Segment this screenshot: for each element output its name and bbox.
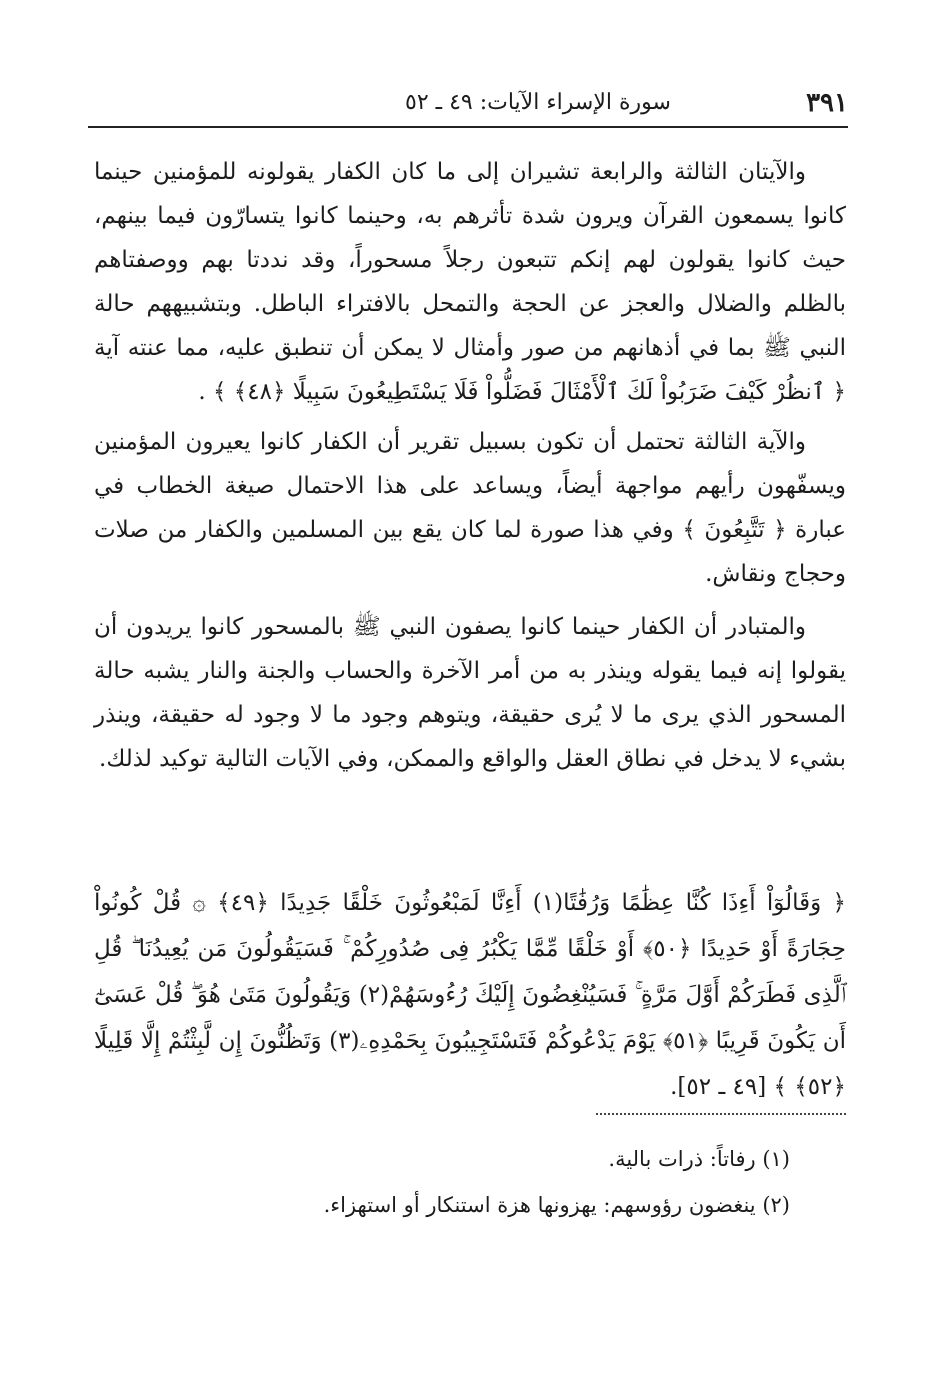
footnote-2: (٢) ينغضون رؤوسهم: يهزونها هزة استنكار أو استهزاء. — [323, 1193, 790, 1217]
body-paragraph: والمتبادر أن الكفار حينما كانوا يصفون النبي ﷺ بالمسحور كانوا يريدون أن يقولوا إنه فيما يقوله وينذر به من أمر الآخرة والحساب والجنة والنار يشبه حالة المسحور الذي يرى ما لا يُرى حقيقة، ويتوهم وجود ما لا وجود له حقيقة، وينذر بشيء لا يدخل في نطاق العقل والواقع والممكن، وفي الآيات التالية توكيد لذلك. — [94, 614, 846, 772]
running-title: سورة الإسراء الآيات: ٤٩ ـ ٥٢ — [405, 90, 671, 115]
page-number: ٣٩١ — [806, 88, 848, 118]
page-header — [88, 84, 848, 124]
body-paragraph-3-container — [94, 605, 846, 801]
body-paragraph-1-container — [94, 150, 846, 434]
body-paragraph: والآية الثالثة تحتمل أن تكون بسبيل تقرير أن الكفار كانوا يعيرون المؤمنين ويسفّهون رأيهم مواجهة أيضاً، ويساعد على هذا الاحتمال صيغة الخطاب في عبارة ﴿ تَتَّبِعُونَ ﴾ وفي هذا صورة لما كان يقع بين المسلمين والكفار من صلات وحجاج ونقاش. — [94, 429, 846, 587]
body-paragraph: والآيتان الثالثة والرابعة تشيران إلى ما كان الكفار يقولونه للمؤمنين حينما كانوا يسمعون القرآن ويرون شدة تأثرهم به، وحينما كانوا يتسارّون فيما بينهم، حيث كانوا يقولون لهم إنكم تتبعون رجلاً مسحوراً، وقد نددتا بهم ووصفتاهم بالظلم والضلال والعجز عن الحجة والتمحل بالافتراء الباطل. وبتشبيههم حالة النبي ﷺ بما في أذهانهم من صور وأمثال لا يمكن أن تنطبق عليه، مما عنته آية ﴿ ٱنظُرْ كَيْفَ ضَرَبُواْ لَكَ ٱلْأَمْثَالَ فَضَلُّواْ فَلَا يَسْتَطِيعُونَ سَبِيلًا ﴿٤٨﴾ ﴾ . — [94, 159, 846, 405]
body-paragraph-2-container — [94, 420, 846, 616]
footnote-separator — [596, 1113, 846, 1115]
header-rule — [88, 126, 848, 128]
quran-verses: ﴿ وَقَالُوٓاْ أَءِذَا كُنَّا عِظَٰمًا وَرُفَٰتًا(١) أَءِنَّا لَمَبْعُوثُونَ خَلْقًا جَدِيدًا ﴿٤٩﴾ ۞ قُلْ كُونُواْ حِجَارَةً أَوْ حَدِيدًا ﴿٥٠﴾ أَوْ خَلْقًا مِّمَّا يَكْبُرُ فِى صُدُورِكُمْ ۚ فَسَيَقُولُونَ مَن يُعِيدُنَا ۖ قُلِ ٱلَّذِى فَطَرَكُمْ أَوَّلَ مَرَّةٍ ۚ فَسَيُنْغِضُونَ إِلَيْكَ رُءُوسَهُمْ(٢) وَيَقُولُونَ مَتَىٰ هُوَ ۖ قُلْ عَسَىٰٓ أَن يَكُونَ قَرِيبًا ﴿٥١﴾ يَوْمَ يَدْعُوكُمْ فَتَسْتَجِيبُونَ بِحَمْدِهِۦ(٣) وَتَظُنُّونَ إِن لَّبِثْتُمْ إِلَّا قَلِيلًا ﴿٥٢﴾ ﴾ [٤٩ ـ ٥٢]. — [94, 890, 847, 1100]
quran-verses-block — [94, 880, 846, 1110]
footnotes — [94, 1136, 846, 1228]
footnote-1: (١) رفاتاً: ذرات بالية. — [608, 1147, 790, 1171]
